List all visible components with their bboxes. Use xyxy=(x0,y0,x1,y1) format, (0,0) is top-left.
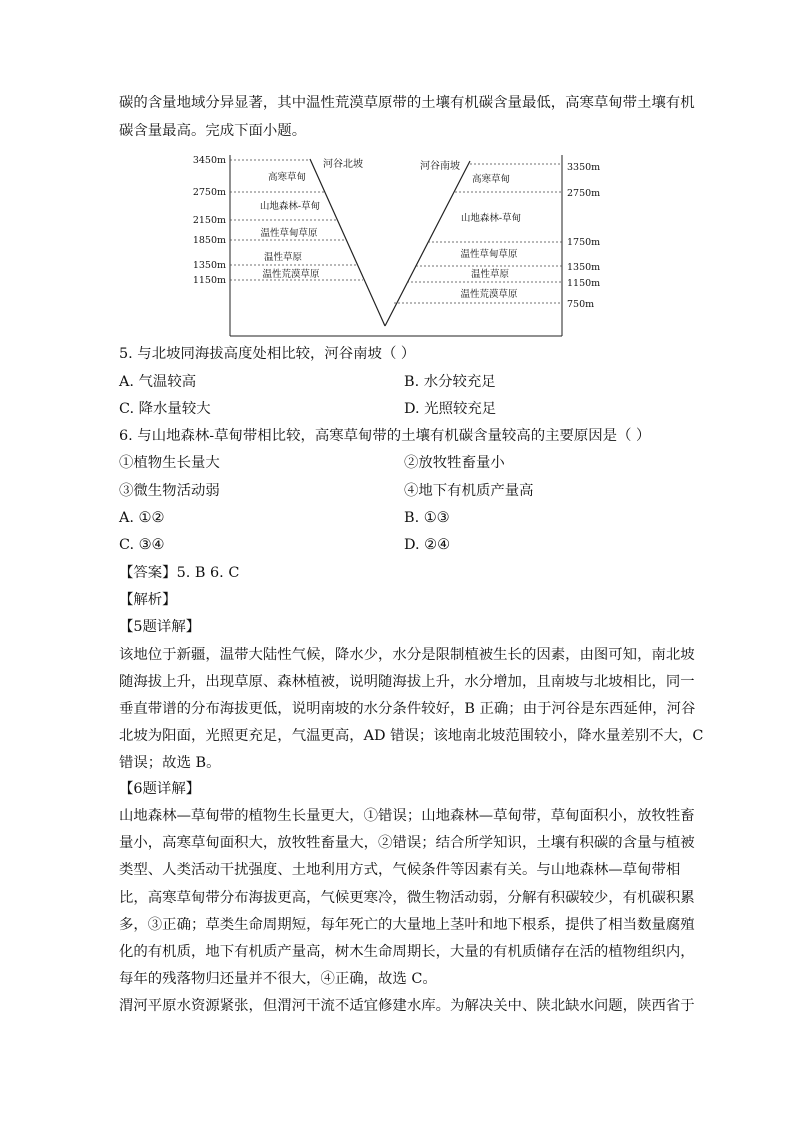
south-slope-title: 河谷南坡 xyxy=(420,161,460,172)
q6-detail-line: 量小，高寒草甸面积大，放牧牲畜量大，②错误；结合所学知识，土壤有积碳的含量与植被 xyxy=(119,835,695,851)
intro-line: 碳的含量地域分异显著，其中温性荒漠草原带的土壤有机碳含量最低，高寒草甸带土壤有机 xyxy=(119,95,695,111)
north-altitude-label: 1850m xyxy=(192,235,226,246)
north-slope-line xyxy=(310,159,385,326)
valley-vegetation-figure xyxy=(0,145,794,345)
q6-statement-3: ③微生物活动弱 xyxy=(119,483,220,499)
q6-option-c: C. ③④ xyxy=(119,537,165,553)
q6-statement-2: ②放牧牲畜量小 xyxy=(404,455,505,471)
q5-option-c: C. 降水量较大 xyxy=(119,401,211,417)
q6-detail-line: 每年的残落物归还量并不很大，④正确，故选 C。 xyxy=(119,971,437,987)
q6-stem: 6. 与山地森林-草甸带相比较，高寒草甸带的土壤有机碳含量较高的主要原因是（ ） xyxy=(119,428,651,444)
north-slope-title: 河谷北坡 xyxy=(323,159,363,170)
q5-detail-line: 垂直带谱的分布海拔更低，说明南坡的水分条件较好，B 正确；由于河谷是东西延伸，河谷 xyxy=(119,701,696,717)
north-altitude-label: 2150m xyxy=(192,215,226,226)
q5-detail-line: 随海拔上升，出现草原、森林植被，说明随海拔上升，水分增加，且南坡与北坡相比，同一 xyxy=(119,674,695,690)
q6-detail-heading: 【6题详解】 xyxy=(119,781,201,797)
q5-option-b: B. 水分较充足 xyxy=(404,374,496,390)
north-zone-label: 山地森林-草甸 xyxy=(259,201,321,212)
south-zone-label: 温性荒漠草原 xyxy=(460,289,518,300)
north-zone-label: 高寒草甸 xyxy=(267,172,307,183)
q6-option-b: B. ①③ xyxy=(404,510,450,526)
q6-detail-line: 化的有机质，地下有机质产量高，树木生命周期长，大量的有机质储存在活的植物组织内， xyxy=(119,944,695,960)
q6-option-a: A. ①② xyxy=(119,510,165,526)
north-altitude-label: 3450m xyxy=(192,155,226,166)
q5-detail-heading: 【5题详解】 xyxy=(119,619,201,635)
south-zone-label: 高寒草甸 xyxy=(471,174,511,185)
north-altitude-label: 1350m xyxy=(192,260,226,271)
south-zone-label: 山地森林-草甸 xyxy=(460,213,522,224)
q6-statement-4: ④地下有机质产量高 xyxy=(404,483,534,499)
north-zone-label: 温性草原 xyxy=(263,252,303,263)
south-zone-label: 温性草甸草原 xyxy=(460,249,518,260)
next-material-line: 渭河平原水资源紧张，但渭河干流不适宜修建水库。为解决关中、陕北缺水问题，陕西省于 xyxy=(119,998,695,1014)
south-altitude-label: 1150m xyxy=(567,278,601,289)
south-altitude-label: 1750m xyxy=(567,237,601,248)
q6-statement-1: ①植物生长量大 xyxy=(119,455,220,471)
q5-detail-line: 该地位于新疆，温带大陆性气候，降水少，水分是限制植被生长的因素，由图可知，南北坡 xyxy=(119,647,695,663)
north-zone-label: 温性草甸草原 xyxy=(260,228,318,239)
q6-detail-line: 山地森林—草甸带的植物生长量更大，①错误；山地森林—草甸带，草甸面积小，放牧牲畜 xyxy=(119,808,695,824)
q5-option-a: A. 气温较高 xyxy=(119,374,197,390)
q5-detail-line: 北坡为阳面，光照更充足，气温更高，AD 错误；该地南北坡范围较小，降水量差别不大，C xyxy=(119,728,704,744)
q5-stem: 5. 与北坡同海拔高度处相比较，河谷南坡（ ） xyxy=(119,346,416,362)
south-slope-line xyxy=(385,161,470,326)
q6-detail-line: 类型、人类活动干扰强度、土地利用方式，气候条件等因素有关。与山地森林—草甸带相 xyxy=(119,862,681,878)
south-altitude-label: 2750m xyxy=(567,188,601,199)
intro-line: 碳含量最高。完成下面小题。 xyxy=(119,123,307,139)
north-altitude-label: 1150m xyxy=(192,275,226,286)
analysis-heading: 【解析】 xyxy=(119,592,177,608)
answer-line: 【答案】5. B 6. C xyxy=(119,565,240,581)
q5-detail-line: 错误；故选 B。 xyxy=(119,755,221,771)
q6-detail-line: 多，③正确；草类生命周期短，每年死亡的大量地上茎叶和地下根系，提供了相当数量腐殖 xyxy=(119,917,695,933)
north-altitude-label: 2750m xyxy=(192,187,226,198)
south-altitude-label: 1350m xyxy=(567,262,601,273)
q5-option-d: D. 光照较充足 xyxy=(404,401,497,417)
south-altitude-label: 3350m xyxy=(567,162,601,173)
q6-detail-line: 比，高寒草甸带分布海拔更高，气候更寒冷，微生物活动弱，分解有积碳较少，有机碳积累 xyxy=(119,890,695,906)
q6-option-d: D. ②④ xyxy=(404,537,450,553)
south-zone-label: 温性草原 xyxy=(470,269,510,280)
south-altitude-label: 750m xyxy=(567,299,595,310)
north-zone-label: 温性荒漠草原 xyxy=(262,269,320,280)
